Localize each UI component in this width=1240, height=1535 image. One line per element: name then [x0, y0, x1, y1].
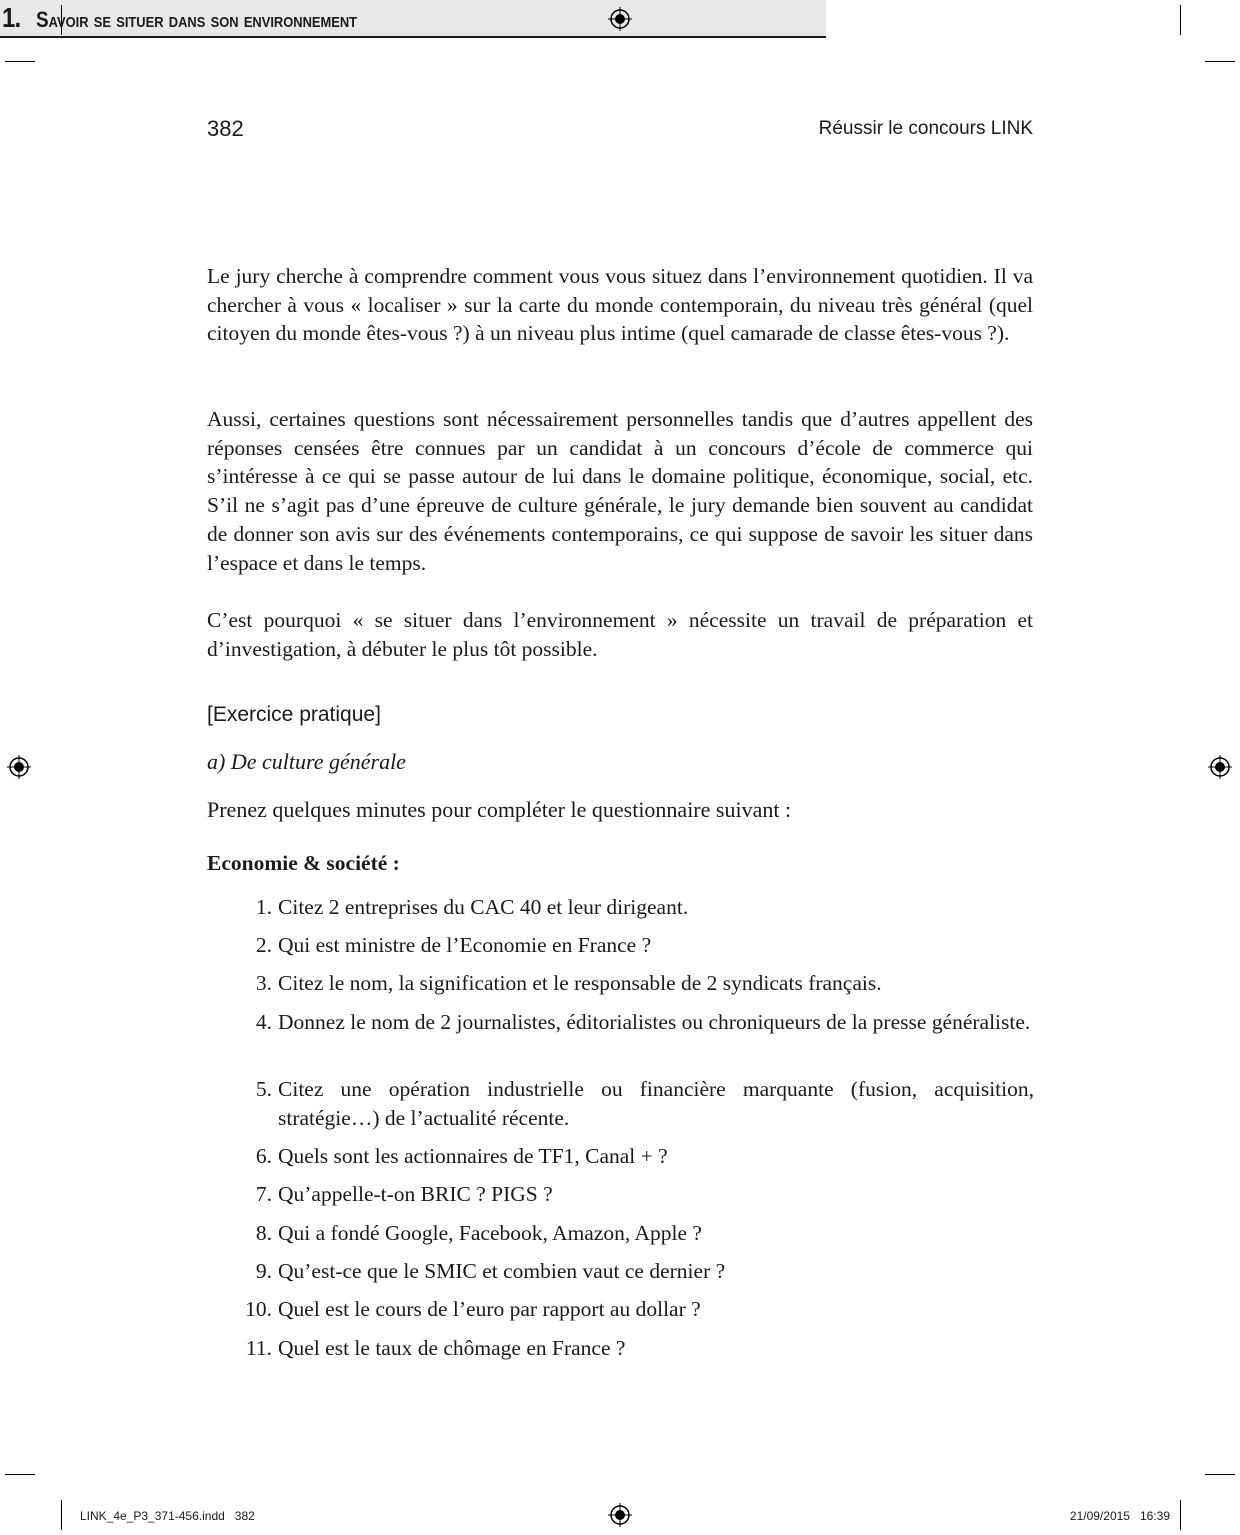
list-item-text: Qu’est-ce que le SMIC et combien vaut ce dernier ?: [278, 1259, 726, 1283]
list-item-text: Quels sont les actionnaires de TF1, Canal + ?: [278, 1144, 668, 1168]
list-item-text: Qui est ministre de l’Economie en France ?: [278, 933, 652, 957]
list-item-number: 6.: [255, 1144, 272, 1168]
exercise-label: [Exercice pratique]: [207, 703, 381, 726]
crop-mark: [1180, 5, 1181, 35]
section-title: Savoir se situer dans son environnement: [36, 7, 358, 32]
exercise-instruction: Prenez quelques minutes pour compléter le questionnaire suivant :: [207, 797, 792, 822]
list-item-text: Citez une opération industrielle ou financière marquante (fusion, acquisition, stratégie…) de l’actualité récente.: [278, 1077, 1034, 1130]
crop-mark: [1205, 1474, 1235, 1475]
list-item-number: 4.: [255, 1010, 272, 1034]
list-item-text: Quel est le cours de l’euro par rapport au dollar ?: [278, 1297, 701, 1321]
list-item-number: 2.: [255, 933, 272, 957]
list-item-number: 9.: [255, 1259, 272, 1283]
list-item-number: 7.: [255, 1182, 272, 1206]
print-slug-date: 21/09/2015 16:39: [1069, 1509, 1170, 1523]
list-item-text: Citez le nom, la signification et le responsable de 2 syndicats français.: [278, 971, 882, 995]
section-number: 1.: [2, 2, 21, 33]
list-item-text: Donnez le nom de 2 journalistes, éditorialistes ou chroniqueurs de la presse généraliste.: [278, 1010, 1031, 1034]
body-paragraph: C’est pourquoi « se situer dans l’environnement » nécessite un travail de préparation et d’investigation, à débuter le plus tôt possible.: [207, 608, 1033, 661]
list-item-number: 10.: [245, 1297, 272, 1321]
list-item-text: Qu’appelle-t-on BRIC ? PIGS ?: [278, 1182, 553, 1206]
category-title: Economie & société :: [207, 851, 400, 875]
list-item-text: Qui a fondé Google, Facebook, Amazon, Apple ?: [278, 1221, 702, 1245]
registration-mark-icon: [7, 755, 31, 779]
crop-mark: [1180, 1500, 1181, 1530]
list-item-text: Quel est le taux de chômage en France ?: [278, 1336, 626, 1360]
print-slug-file: LINK_4e_P3_371-456.indd 382: [80, 1509, 255, 1523]
list-item-number: 5.: [255, 1077, 272, 1101]
list-item-number: 8.: [255, 1221, 272, 1245]
list-item-number: 3.: [255, 971, 272, 995]
crop-mark: [61, 1500, 62, 1530]
crop-mark: [5, 1474, 35, 1475]
registration-mark-icon: [608, 7, 632, 31]
list-item-text: Citez 2 entreprises du CAC 40 et leur dirigeant.: [278, 895, 689, 919]
subsection-title: a) De culture générale: [207, 749, 406, 774]
section-heading: [0, 0, 826, 38]
body-paragraph: Aussi, certaines questions sont nécessairement personnelles tandis que d’autres appellent des réponses censées être connues par un candidat à un concours d’école de commerce qui s’intéresse à ce qui se passe autour de lui dans le domaine politique, économique, social, etc. S’il ne s’agit pas d’une épreuve de culture générale, le jury demande bien souvent au candidat de donner son avis sur des événements contemporains, ce qui suppose de savoir les situer dans l’espace et dans le temps.: [207, 407, 1033, 575]
registration-mark-icon: [608, 1503, 632, 1527]
running-title: Réussir le concours LINK: [818, 118, 1033, 139]
body-paragraph: Le jury cherche à comprendre comment vous vous situez dans l’environnement quotidien. Il va chercher à vous « localiser » sur la carte du monde contemporain, du niveau très général (quel citoyen du monde êtes-vous ?) à un niveau plus intime (quel camarade de classe êtes-vous ?).: [207, 264, 1033, 346]
registration-mark-icon: [1208, 755, 1232, 779]
page-number: 382: [207, 116, 244, 141]
crop-mark: [1205, 61, 1235, 62]
crop-mark: [5, 61, 35, 62]
list-item-number: 11.: [245, 1336, 272, 1360]
list-item-number: 1.: [255, 895, 272, 919]
